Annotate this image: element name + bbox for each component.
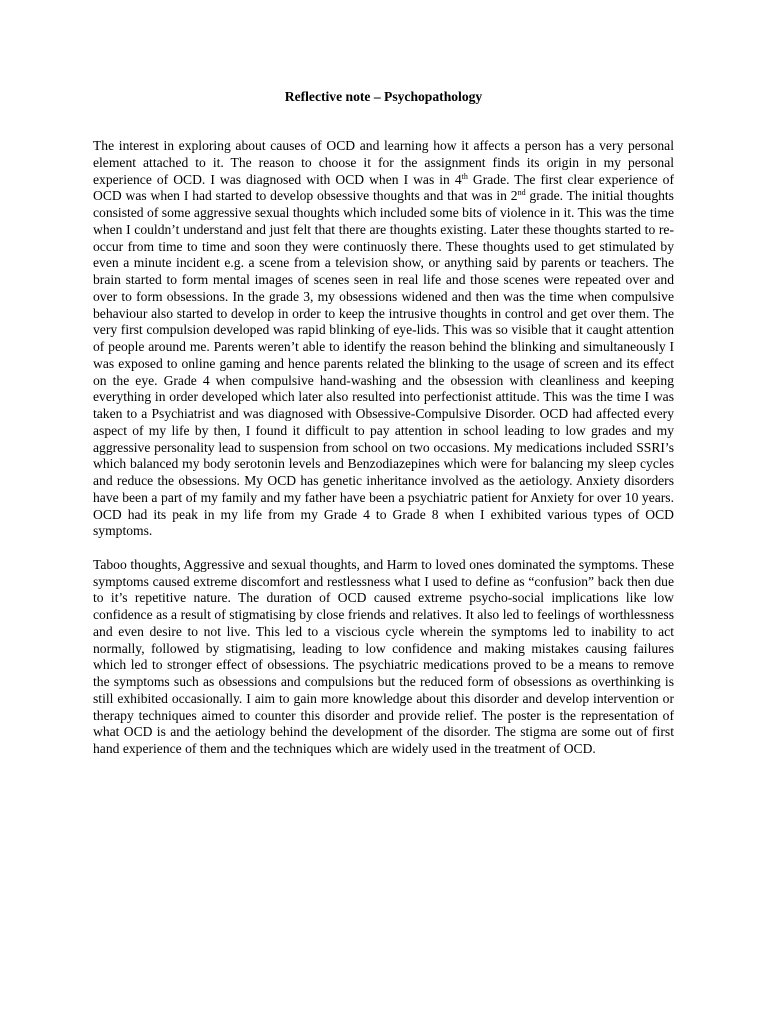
paragraph-1-part-c: grade. The initial thoughts consisted of some aggressive sexual thoughts which included some bits of violence in it. This was the time when I couldn’t understand and just felt that there are thoughts existing. Later these thoughts started to re-occur from time to time and soon they were continuosly there. These thoughts used to get stimulated by even a minute incident e.g. a scene from a television show, or anything said by parents or teachers. The brain started to form mental images of scenes seen in real life and those scenes were repeated over and over to form obsessions. In the grade 3, my obsessions widened and then was the time when compulsive behaviour also started to develop in order to keep the intrusive thoughts in control and get over them. The very first compulsion developed was rapid blinking of eye-lids. This was so visible that it caught attention of people around me. Parents weren’t able to identify the reason behind the blinking and simultaneously I was exposed to online gaming and hence parents related the blinking to the usage of screen and its effect on the eye. Grade 4 when compulsive hand-washing and the obsession with cleanliness and keeping everything in order developed which later also resulted into perfectionist attitude. This was the time I was taken to a Psychiatrist and was diagnosed with Obsessive-Compulsive Disorder. OCD had affected every aspect of my life by then, I found it difficult to pay attention in school leading to low grades and my aggressive personality lead to suspension from school on two occasions. My medications included SSRI’s which balanced my body serotonin levels and Benzodiazepines which were for balancing my sleep cycles and reduce the obsessions. My OCD has genetic inheritance involved as the aetiology. Anxiety disorders have been a part of my family and my father have been a psychiatric patient for Anxiety for over 10 years. OCD had its peak in my life from my Grade 4 to Grade 8 when I exhibited various types of OCD symptoms. [93,188,674,539]
superscript-th: th [461,171,468,181]
paragraph-1-part-b: Grade. The first clear experience of OCD was when I had started to develop obsessive thoughts and that was in 2 [93,171,675,204]
paragraph-2: Taboo thoughts, Aggressive and sexual thoughts, and Harm to loved ones dominated the symptoms. These symptoms caused extreme discomfort and restlessness what I used to define as “confusion” back then due to it’s repetitive nature. The duration of OCD caused extreme psycho-social implications like low confidence as a result of stigmatising by close friends and relatives. It also led to feelings of worthlessness and even desire to not live. This led to a viscious cycle wherein the symptoms led to inability to act normally, followed by stigmatising, leading to low confidence and making mistakes causing failures which led to stronger effect of obsessions. The psychiatric medications proved to be a means to remove the symptoms such as obsessions and compulsions but the reduced form of obsessions as overthinking is still exhibited occasionally. I aim to gain more knowledge about this disorder and develop intervention or therapy techniques aimed to counter this disorder and provide relief. The poster is the representation of what OCD is and the aetiology behind the development of the disorder. The stigma are some out of first hand experience of them and the techniques which are widely used in the treatment of OCD. [93,556,674,756]
paragraph-1-part-a: The interest in exploring about causes of OCD and learning how it affects a person has a very personal element attached to it. The reason to choose it for the assignment finds its origin in my personal experience of OCD. I was diagnosed with OCD when I was in 4 [93,138,674,187]
paragraph-1 [93,138,674,540]
paragraph-1-text [93,138,674,540]
document-title: Reflective note – Psychopathology [284,89,483,104]
document-page [93,88,674,775]
superscript-nd: nd [517,188,526,198]
